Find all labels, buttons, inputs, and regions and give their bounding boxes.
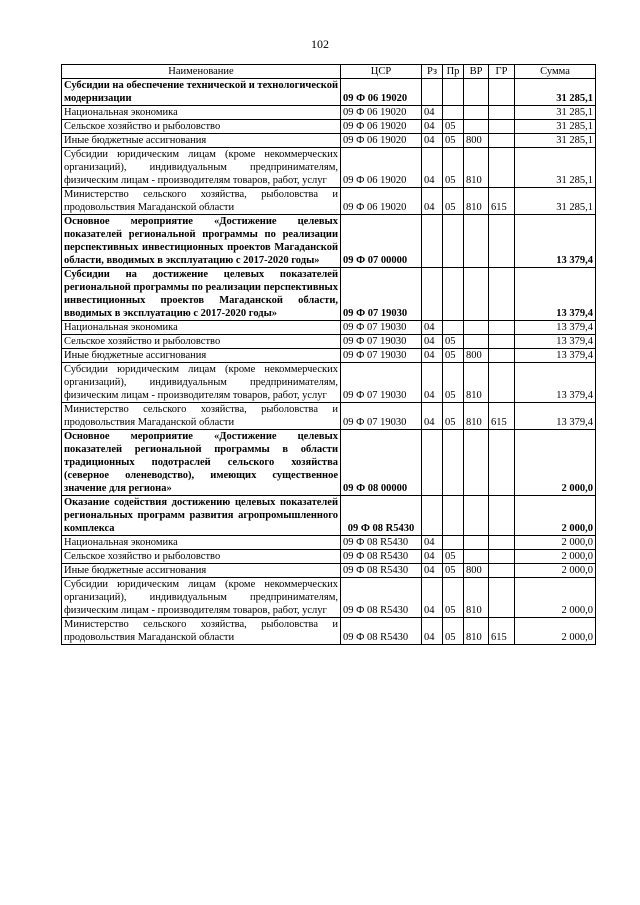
row-pr — [443, 215, 464, 268]
row-rz: 04 — [422, 403, 443, 430]
row-pr: 05 — [443, 578, 464, 618]
row-csr-code: 09 Ф 06 19020 — [341, 148, 422, 188]
row-gr — [489, 106, 515, 120]
row-vr: 810 — [464, 618, 489, 645]
table-row — [62, 335, 596, 349]
row-vr: 800 — [464, 564, 489, 578]
row-rz: 04 — [422, 188, 443, 215]
row-name: Субсидии на обеспечение технической и технологической модернизации — [62, 79, 341, 106]
row-name: Иные бюджетные ассигнования — [62, 134, 341, 148]
row-vr — [464, 335, 489, 349]
row-sum: 2 000,0 — [515, 618, 596, 645]
table-row — [62, 148, 596, 188]
row-vr — [464, 79, 489, 106]
row-gr: 615 — [489, 403, 515, 430]
row-gr: 615 — [489, 618, 515, 645]
row-rz: 04 — [422, 578, 443, 618]
row-vr: 810 — [464, 578, 489, 618]
header-gr: ГР — [489, 65, 515, 79]
row-rz: 04 — [422, 363, 443, 403]
row-pr: 05 — [443, 120, 464, 134]
row-pr: 05 — [443, 564, 464, 578]
row-sum: 31 285,1 — [515, 148, 596, 188]
row-vr — [464, 550, 489, 564]
table-row — [62, 268, 596, 321]
table-row — [62, 215, 596, 268]
table-row — [62, 349, 596, 363]
row-gr — [489, 363, 515, 403]
row-sum: 31 285,1 — [515, 79, 596, 106]
header-name: Наименование — [62, 65, 341, 79]
table-row — [62, 536, 596, 550]
row-name: Министерство сельского хозяйства, рыболовства и продовольствия Магаданской области — [62, 618, 341, 645]
table-row — [62, 403, 596, 430]
row-name: Министерство сельского хозяйства, рыболовства и продовольствия Магаданской области — [62, 188, 341, 215]
row-gr: 615 — [489, 188, 515, 215]
header-csr: ЦСР — [341, 65, 422, 79]
row-csr-code: 09 Ф 06 19020 — [341, 188, 422, 215]
row-csr-code: 09 Ф 08 R5430 — [341, 496, 422, 536]
row-sum: 2 000,0 — [515, 536, 596, 550]
row-pr: 05 — [443, 550, 464, 564]
row-name: Субсидии юридическим лицам (кроме некоммерческих организаций), индивидуальным предпринимателям, физическим лицам - производителям товаров, работ, услуг — [62, 578, 341, 618]
row-gr — [489, 134, 515, 148]
row-csr-code: 09 Ф 07 19030 — [341, 268, 422, 321]
row-name: Иные бюджетные ассигнования — [62, 349, 341, 363]
row-gr — [489, 564, 515, 578]
row-sum: 2 000,0 — [515, 430, 596, 496]
row-csr-code: 09 Ф 07 00000 — [341, 215, 422, 268]
row-csr-code: 09 Ф 06 19020 — [341, 106, 422, 120]
row-name: Основное мероприятие «Достижение целевых показателей региональной программы в области традиционных подотраслей сельского хозяйства (северное оленеводство), имеющих существенное значение для региона» — [62, 430, 341, 496]
row-rz: 04 — [422, 564, 443, 578]
row-vr: 800 — [464, 349, 489, 363]
row-gr — [489, 321, 515, 335]
row-name: Национальная экономика — [62, 536, 341, 550]
table-row — [62, 430, 596, 496]
row-pr: 05 — [443, 349, 464, 363]
row-csr-code: 09 Ф 08 R5430 — [341, 550, 422, 564]
row-rz: 04 — [422, 321, 443, 335]
row-csr-code: 09 Ф 08 R5430 — [341, 618, 422, 645]
row-rz — [422, 268, 443, 321]
row-csr-code: 09 Ф 08 R5430 — [341, 578, 422, 618]
table-row — [62, 79, 596, 106]
header-pr: Пр — [443, 65, 464, 79]
row-rz: 04 — [422, 349, 443, 363]
row-pr — [443, 79, 464, 106]
row-gr — [489, 215, 515, 268]
row-pr: 05 — [443, 188, 464, 215]
row-sum: 31 285,1 — [515, 188, 596, 215]
table-row — [62, 618, 596, 645]
row-pr: 05 — [443, 363, 464, 403]
row-gr — [489, 268, 515, 321]
table-row — [62, 564, 596, 578]
row-gr — [489, 349, 515, 363]
table-header-row — [62, 65, 596, 79]
row-gr — [489, 430, 515, 496]
row-sum: 13 379,4 — [515, 268, 596, 321]
row-sum: 31 285,1 — [515, 106, 596, 120]
row-name: Сельское хозяйство и рыболовство — [62, 335, 341, 349]
page-number: 102 — [311, 37, 329, 51]
row-sum: 2 000,0 — [515, 564, 596, 578]
row-gr — [489, 578, 515, 618]
row-gr — [489, 536, 515, 550]
header-sum: Сумма — [515, 65, 596, 79]
table-row — [62, 134, 596, 148]
row-vr — [464, 321, 489, 335]
row-name: Национальная экономика — [62, 321, 341, 335]
table-row — [62, 363, 596, 403]
row-sum: 13 379,4 — [515, 215, 596, 268]
row-csr-code: 09 Ф 06 19020 — [341, 79, 422, 106]
table-row — [62, 321, 596, 335]
row-sum: 2 000,0 — [515, 578, 596, 618]
row-name: Субсидии на достижение целевых показателей региональной программы по реализации перспективных инвестиционных проектов Магаданской области, вводимых в эксплуатацию с 2017-2020 годы» — [62, 268, 341, 321]
row-rz — [422, 430, 443, 496]
row-sum: 2 000,0 — [515, 496, 596, 536]
row-vr — [464, 496, 489, 536]
row-vr: 810 — [464, 188, 489, 215]
row-csr-code: 09 Ф 06 19020 — [341, 120, 422, 134]
row-sum: 13 379,4 — [515, 349, 596, 363]
row-vr: 810 — [464, 363, 489, 403]
row-vr — [464, 536, 489, 550]
row-name: Оказание содействия достижению целевых показателей региональных программ развития агропромышленного комплекса — [62, 496, 341, 536]
header-rz: Рз — [422, 65, 443, 79]
row-vr: 810 — [464, 403, 489, 430]
row-gr — [489, 496, 515, 536]
row-name: Министерство сельского хозяйства, рыболовства и продовольствия Магаданской области — [62, 403, 341, 430]
row-name: Субсидии юридическим лицам (кроме некоммерческих организаций), индивидуальным предпринимателям, физическим лицам - производителям товаров, работ, услуг — [62, 148, 341, 188]
row-csr-code: 09 Ф 07 19030 — [341, 349, 422, 363]
row-gr — [489, 550, 515, 564]
row-rz: 04 — [422, 335, 443, 349]
row-csr-code: 09 Ф 07 19030 — [341, 363, 422, 403]
row-gr — [489, 335, 515, 349]
row-csr-code: 09 Ф 08 R5430 — [341, 564, 422, 578]
row-pr: 05 — [443, 148, 464, 188]
row-vr: 800 — [464, 134, 489, 148]
row-csr-code: 09 Ф 07 19030 — [341, 403, 422, 430]
row-pr — [443, 321, 464, 335]
row-csr-code: 09 Ф 07 19030 — [341, 321, 422, 335]
table-row — [62, 550, 596, 564]
row-pr — [443, 496, 464, 536]
row-rz — [422, 79, 443, 106]
row-pr: 05 — [443, 403, 464, 430]
row-sum: 13 379,4 — [515, 321, 596, 335]
row-sum: 2 000,0 — [515, 550, 596, 564]
row-gr — [489, 120, 515, 134]
row-vr: 810 — [464, 148, 489, 188]
table-row — [62, 578, 596, 618]
row-vr — [464, 215, 489, 268]
row-pr — [443, 430, 464, 496]
row-rz: 04 — [422, 148, 443, 188]
row-rz: 04 — [422, 536, 443, 550]
row-rz: 04 — [422, 550, 443, 564]
row-sum: 31 285,1 — [515, 120, 596, 134]
row-vr — [464, 268, 489, 321]
row-name: Основное мероприятие «Достижение целевых показателей региональной программы по реализации перспективных инвестиционных проектов Магаданской области, вводимых в эксплуатацию с 2017-2020 годы» — [62, 215, 341, 268]
table-row — [62, 188, 596, 215]
row-pr: 05 — [443, 618, 464, 645]
row-rz: 04 — [422, 120, 443, 134]
row-vr — [464, 430, 489, 496]
table-row — [62, 120, 596, 134]
row-name: Субсидии юридическим лицам (кроме некоммерческих организаций), индивидуальным предпринимателям, физическим лицам - производителям товаров, работ, услуг — [62, 363, 341, 403]
table-row — [62, 496, 596, 536]
row-gr — [489, 148, 515, 188]
row-rz — [422, 496, 443, 536]
row-name: Сельское хозяйство и рыболовство — [62, 550, 341, 564]
row-rz — [422, 215, 443, 268]
row-rz: 04 — [422, 618, 443, 645]
row-csr-code: 09 Ф 06 19020 — [341, 134, 422, 148]
row-vr — [464, 106, 489, 120]
row-vr — [464, 120, 489, 134]
row-name: Национальная экономика — [62, 106, 341, 120]
header-vr: ВР — [464, 65, 489, 79]
row-csr-code: 09 Ф 08 00000 — [341, 430, 422, 496]
row-rz: 04 — [422, 106, 443, 120]
row-pr: 05 — [443, 335, 464, 349]
row-csr-code: 09 Ф 08 R5430 — [341, 536, 422, 550]
row-name: Сельское хозяйство и рыболовство — [62, 120, 341, 134]
budget-table — [61, 64, 596, 645]
row-rz: 04 — [422, 134, 443, 148]
row-sum: 13 379,4 — [515, 403, 596, 430]
row-pr — [443, 536, 464, 550]
row-csr-code: 09 Ф 07 19030 — [341, 335, 422, 349]
row-name: Иные бюджетные ассигнования — [62, 564, 341, 578]
row-sum: 31 285,1 — [515, 134, 596, 148]
table-row — [62, 106, 596, 120]
row-pr — [443, 106, 464, 120]
row-pr — [443, 268, 464, 321]
row-gr — [489, 79, 515, 106]
row-sum: 13 379,4 — [515, 363, 596, 403]
row-sum: 13 379,4 — [515, 335, 596, 349]
row-pr: 05 — [443, 134, 464, 148]
